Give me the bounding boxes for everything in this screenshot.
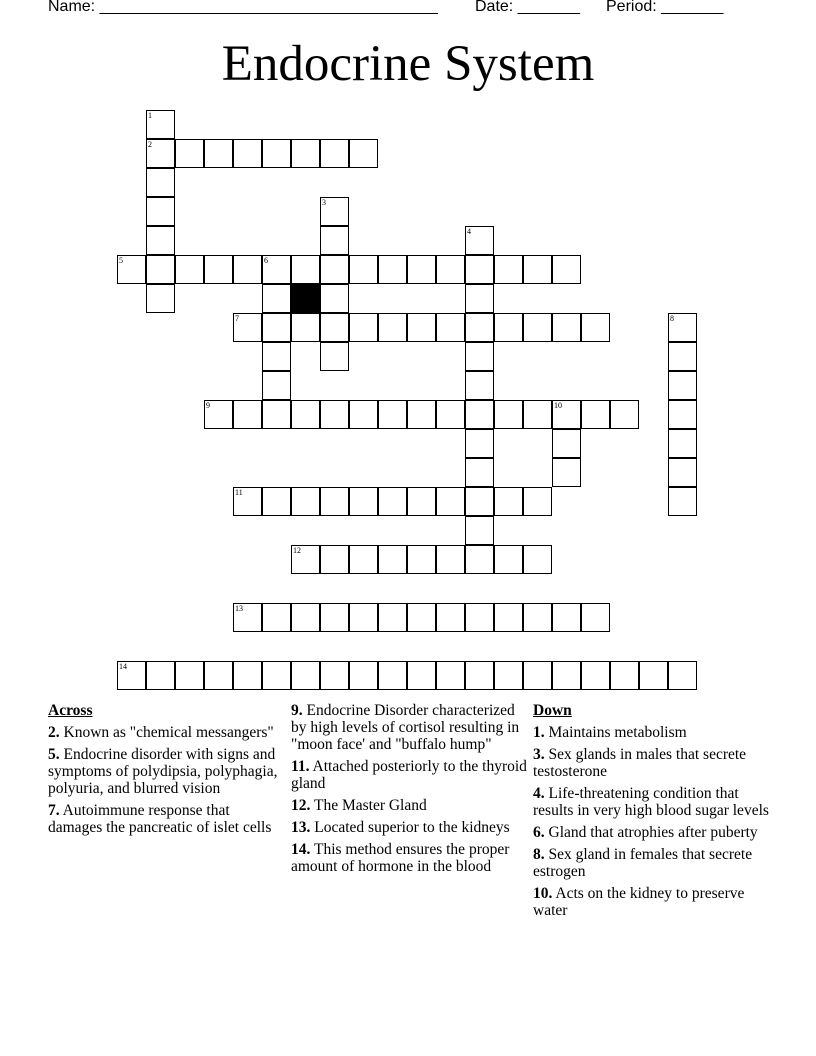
clue-text: Acts on the kidney to preserve water: [533, 885, 745, 919]
grid-cell[interactable]: [233, 400, 262, 429]
grid-cell[interactable]: [320, 400, 349, 429]
down-clue: [533, 885, 769, 919]
grid-cell[interactable]: [523, 400, 552, 429]
clue-number-label: 14.: [291, 841, 311, 858]
clue-number: 5: [119, 256, 123, 265]
clue-text: Located superior to the kidneys: [310, 819, 510, 836]
across-clues: [48, 702, 284, 841]
name-field[interactable]: Name: ______________________________________: [48, 0, 438, 15]
clue-text: Sex glands in males that secrete testosterone: [533, 746, 747, 780]
clue-text: Sex gland in females that secrete estrogen: [533, 846, 753, 880]
grid-cell[interactable]: [320, 313, 349, 342]
grid-cell[interactable]: [465, 545, 494, 574]
grid-cell[interactable]: [581, 661, 610, 690]
page-title: Endocrine System: [221, 36, 595, 92]
across-clue: [291, 797, 527, 814]
across-clues-continued: [291, 702, 527, 880]
grid-cell[interactable]: [262, 255, 291, 284]
grid-cell[interactable]: [146, 284, 175, 313]
grid-cell[interactable]: [175, 661, 204, 690]
clue-number: 11: [235, 488, 243, 497]
grid-cell[interactable]: [262, 284, 291, 313]
clue-number: 9: [206, 401, 210, 410]
grid-cell[interactable]: [494, 545, 523, 574]
down-clue: [533, 846, 769, 880]
grid-cell[interactable]: [436, 400, 465, 429]
grid-cell[interactable]: [436, 661, 465, 690]
grid-cell[interactable]: [494, 313, 523, 342]
grid-cell[interactable]: [465, 342, 494, 371]
grid-cell[interactable]: [407, 603, 436, 632]
grid-cell[interactable]: [378, 313, 407, 342]
period-field[interactable]: Period: _______: [606, 0, 724, 15]
clue-number: 8: [670, 314, 674, 323]
grid-cell[interactable]: [639, 661, 668, 690]
grid-cell[interactable]: [407, 487, 436, 516]
grid-cell[interactable]: [581, 400, 610, 429]
clue-number-label: 3.: [533, 746, 545, 763]
grid-cell[interactable]: [465, 429, 494, 458]
clue-number: 12: [293, 546, 301, 555]
grid-cell[interactable]: [436, 313, 465, 342]
grid-cell[interactable]: [494, 661, 523, 690]
grid-cell[interactable]: [233, 255, 262, 284]
grid-cell[interactable]: [320, 139, 349, 168]
grid-cell[interactable]: [436, 603, 465, 632]
grid-cell[interactable]: [262, 371, 291, 400]
grid-cell[interactable]: [494, 255, 523, 284]
clue-number-label: 9.: [291, 702, 303, 719]
across-clue: [291, 841, 527, 875]
clue-number-label: 11.: [291, 758, 310, 775]
across-clue: [291, 819, 527, 836]
grid-cell[interactable]: [320, 284, 349, 313]
grid-cell[interactable]: [465, 661, 494, 690]
grid-cell[interactable]: [668, 661, 697, 690]
grid-cell[interactable]: [378, 545, 407, 574]
across-clue: [291, 758, 527, 792]
grid-cell[interactable]: [262, 313, 291, 342]
grid-cell[interactable]: [465, 371, 494, 400]
down-heading: Down: [533, 702, 572, 719]
clue-text: Maintains metabolism: [544, 724, 687, 741]
grid-cell[interactable]: [349, 487, 378, 516]
black-square: [291, 284, 320, 313]
grid-cell[interactable]: [349, 545, 378, 574]
grid-cell[interactable]: [233, 487, 262, 516]
grid-cell[interactable]: [262, 400, 291, 429]
clue-number: 6: [264, 256, 268, 265]
grid-cell[interactable]: [465, 458, 494, 487]
clue-number: 4: [467, 227, 471, 236]
grid-cell[interactable]: [291, 400, 320, 429]
down-clue: [533, 785, 769, 819]
grid-cell[interactable]: [668, 400, 697, 429]
clue-number: 3: [322, 198, 326, 207]
grid-cell[interactable]: [320, 197, 349, 226]
grid-cell[interactable]: [668, 458, 697, 487]
grid-cell[interactable]: [581, 603, 610, 632]
clue-number: 10: [554, 401, 562, 410]
clue-text: This method ensures the proper amount of hormone in the blood: [291, 841, 510, 875]
grid-cell[interactable]: [291, 603, 320, 632]
grid-cell[interactable]: [465, 226, 494, 255]
grid-cell[interactable]: [291, 661, 320, 690]
grid-cell[interactable]: [291, 487, 320, 516]
clue-number-label: 2.: [48, 724, 60, 741]
down-clues: [533, 702, 769, 924]
grid-cell[interactable]: [204, 661, 233, 690]
grid-cell[interactable]: [291, 545, 320, 574]
grid-cell[interactable]: [494, 603, 523, 632]
grid-cell[interactable]: [262, 603, 291, 632]
clue-number: 7: [235, 314, 239, 323]
grid-cell[interactable]: [668, 313, 697, 342]
grid-cell[interactable]: [146, 110, 175, 139]
grid-cell[interactable]: [320, 342, 349, 371]
grid-cell[interactable]: [610, 661, 639, 690]
grid-cell[interactable]: [233, 313, 262, 342]
grid-cell[interactable]: [291, 255, 320, 284]
grid-cell[interactable]: [378, 661, 407, 690]
grid-cell[interactable]: [146, 255, 175, 284]
clue-text: Life-threatening condition that results in very high blood sugar levels: [533, 785, 769, 819]
grid-cell[interactable]: [407, 313, 436, 342]
grid-cell[interactable]: [320, 661, 349, 690]
grid-cell[interactable]: [233, 139, 262, 168]
grid-cell[interactable]: [523, 661, 552, 690]
grid-cell[interactable]: [552, 255, 581, 284]
grid-cell[interactable]: [349, 313, 378, 342]
grid-cell[interactable]: [117, 661, 146, 690]
clue-text: Attached posteriorly to the thyroid gland: [291, 758, 527, 792]
grid-cell[interactable]: [175, 255, 204, 284]
grid-cell[interactable]: [523, 313, 552, 342]
grid-cell[interactable]: [552, 603, 581, 632]
clue-text: Gland that atrophies after puberty: [544, 824, 758, 841]
grid-cell[interactable]: [407, 400, 436, 429]
grid-cell[interactable]: [146, 197, 175, 226]
grid-cell[interactable]: [552, 458, 581, 487]
grid-cell[interactable]: [320, 255, 349, 284]
grid-cell[interactable]: [407, 545, 436, 574]
grid-cell[interactable]: [349, 139, 378, 168]
grid-cell[interactable]: [523, 487, 552, 516]
grid-cell[interactable]: [581, 313, 610, 342]
grid-cell[interactable]: [378, 487, 407, 516]
clue-number-label: 1.: [533, 724, 545, 741]
grid-cell[interactable]: [610, 400, 639, 429]
clue-number: 2: [148, 140, 152, 149]
date-field[interactable]: Date: _______: [475, 0, 580, 15]
clue-number-label: 7.: [48, 802, 60, 819]
down-clue: [533, 824, 769, 841]
grid-cell[interactable]: [436, 255, 465, 284]
grid-cell[interactable]: [436, 545, 465, 574]
clue-number: 14: [119, 662, 127, 671]
grid-cell[interactable]: [668, 342, 697, 371]
grid-cell[interactable]: [291, 139, 320, 168]
down-clue: [533, 746, 769, 780]
down-clue: [533, 724, 769, 741]
grid-cell[interactable]: [552, 429, 581, 458]
grid-cell[interactable]: [465, 284, 494, 313]
clue-number: 1: [148, 111, 152, 120]
grid-cell[interactable]: [233, 661, 262, 690]
clue-number-label: 5.: [48, 746, 60, 763]
grid-cell[interactable]: [320, 603, 349, 632]
grid-cell[interactable]: [320, 545, 349, 574]
grid-cell[interactable]: [668, 371, 697, 400]
clue-number-label: 4.: [533, 785, 545, 802]
grid-cell[interactable]: [291, 313, 320, 342]
grid-cell[interactable]: [146, 226, 175, 255]
grid-cell[interactable]: [668, 487, 697, 516]
clue-number: 13: [235, 604, 243, 613]
grid-cell[interactable]: [552, 661, 581, 690]
grid-cell[interactable]: [320, 226, 349, 255]
grid-cell[interactable]: [668, 429, 697, 458]
grid-cell[interactable]: [523, 545, 552, 574]
grid-cell[interactable]: [465, 400, 494, 429]
grid-cell[interactable]: [262, 661, 291, 690]
grid-cell[interactable]: [494, 400, 523, 429]
clue-text: Known as "chemical messangers": [59, 724, 274, 741]
grid-cell[interactable]: [436, 487, 465, 516]
clue-text: The Master Gland: [310, 797, 427, 814]
grid-cell[interactable]: [552, 400, 581, 429]
grid-cell[interactable]: [465, 516, 494, 545]
across-clue: [48, 724, 284, 741]
clue-number-label: 12.: [291, 797, 311, 814]
grid-cell[interactable]: [262, 139, 291, 168]
clue-text: Autoimmune response that damages the pancreatic of islet cells: [48, 802, 272, 836]
across-heading: Across: [48, 702, 93, 719]
grid-cell[interactable]: [494, 487, 523, 516]
grid-cell[interactable]: [262, 342, 291, 371]
grid-cell[interactable]: [262, 487, 291, 516]
grid-cell[interactable]: [320, 487, 349, 516]
across-clue: [291, 702, 527, 753]
grid-cell[interactable]: [146, 661, 175, 690]
grid-cell[interactable]: [175, 139, 204, 168]
clue-number-label: 10.: [533, 885, 553, 902]
grid-cell[interactable]: [552, 313, 581, 342]
grid-cell[interactable]: [204, 255, 233, 284]
across-clue: [48, 746, 284, 797]
grid-cell[interactable]: [146, 139, 175, 168]
grid-cell[interactable]: [349, 603, 378, 632]
grid-cell[interactable]: [349, 661, 378, 690]
grid-cell[interactable]: [233, 603, 262, 632]
clue-text: Endocrine Disorder characterized by high levels of cortisol resulting in "moon face' and "buffalo hump": [291, 702, 520, 753]
grid-cell[interactable]: [378, 400, 407, 429]
grid-cell[interactable]: [349, 255, 378, 284]
across-clue: [48, 802, 284, 836]
clue-number-label: 6.: [533, 824, 545, 841]
grid-cell[interactable]: [523, 603, 552, 632]
grid-cell[interactable]: [465, 313, 494, 342]
grid-cell[interactable]: [146, 168, 175, 197]
clue-number-label: 8.: [533, 846, 545, 863]
grid-cell[interactable]: [465, 255, 494, 284]
grid-cell[interactable]: [407, 661, 436, 690]
grid-cell[interactable]: [465, 487, 494, 516]
grid-cell[interactable]: [407, 255, 436, 284]
grid-cell[interactable]: [117, 255, 146, 284]
grid-cell[interactable]: [378, 255, 407, 284]
grid-cell[interactable]: [465, 603, 494, 632]
clue-number-label: 13.: [291, 819, 311, 836]
grid-cell[interactable]: [378, 603, 407, 632]
grid-cell[interactable]: [204, 139, 233, 168]
clue-text: Endocrine disorder with signs and symptoms of polydipsia, polyphagia, polyuria, and blurred vision: [48, 746, 278, 797]
grid-cell[interactable]: [349, 400, 378, 429]
grid-cell[interactable]: [523, 255, 552, 284]
grid-cell[interactable]: [204, 400, 233, 429]
